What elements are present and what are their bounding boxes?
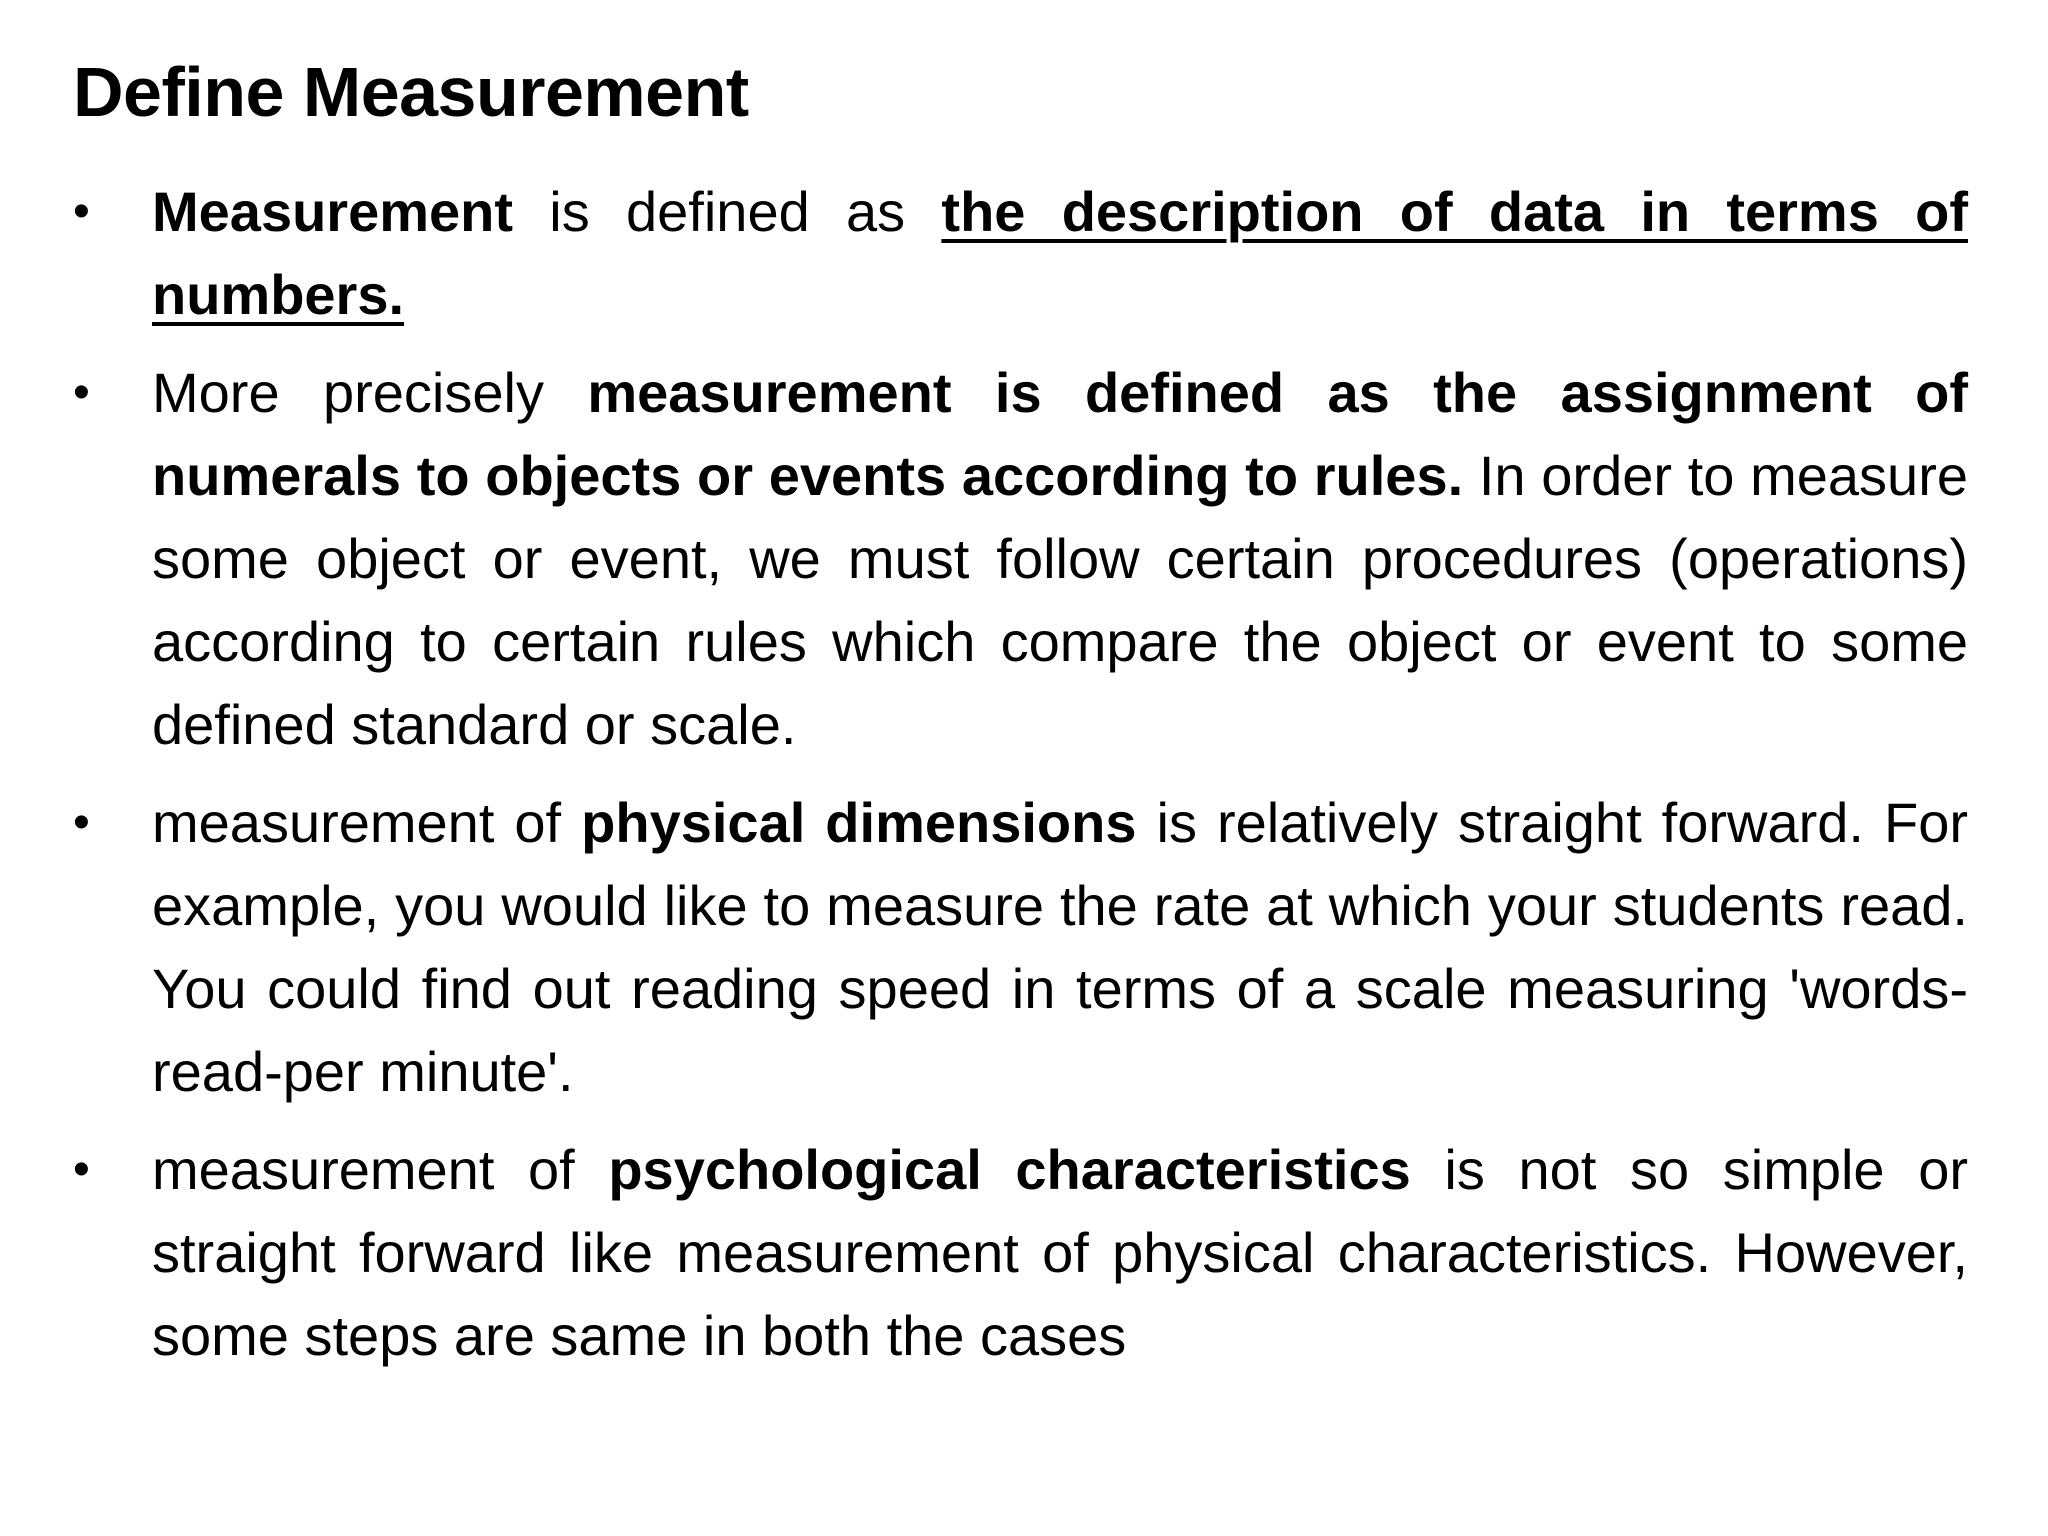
bullet-text-bold: measurement is defined as the assignment of numerals to objects or events according to rules.: [152, 361, 1968, 507]
bullet-text: measurement of: [152, 791, 582, 854]
bullet-text-bold: Measurement: [152, 180, 514, 243]
bullet-dot-icon: •: [73, 185, 90, 238]
bullet-dot-icon: •: [73, 1143, 90, 1196]
bullet-text: measurement of: [152, 1138, 609, 1201]
bullet-item: [73, 351, 1968, 766]
bullet-text-bold: physical dimensions: [581, 791, 1137, 854]
bullet-list: [73, 170, 1968, 1392]
bullet-text: is not so simple or straight forward like measurement of physical characteristics. However, some steps are same in both the cases: [152, 1138, 1968, 1367]
bullet-text: In order to measure some object or event, we must follow certain procedures (operations) according to certain rules which compare the object or event to some defined standard or scale.: [152, 444, 1968, 756]
bullet-text: is relatively straight forward. For example, you would like to measure the rate at which your students read. You could find out reading speed in terms of a scale measuring 'words-read-per minute'.: [152, 791, 1968, 1103]
bullet-text-bold-underline: the description of data in terms of numbers.: [152, 180, 1968, 326]
slide-title: Define Measurement: [73, 53, 749, 131]
bullet-text-bold: psychological characteristics: [608, 1138, 1411, 1201]
bullet-text: More precisely: [152, 361, 588, 424]
bullet-dot-icon: •: [73, 366, 90, 419]
bullet-item: [73, 170, 1968, 336]
bullet-item: [73, 1128, 1968, 1377]
bullet-text: is defined as: [513, 180, 942, 243]
bullet-dot-icon: •: [73, 796, 90, 849]
bullet-item: [73, 781, 1968, 1113]
